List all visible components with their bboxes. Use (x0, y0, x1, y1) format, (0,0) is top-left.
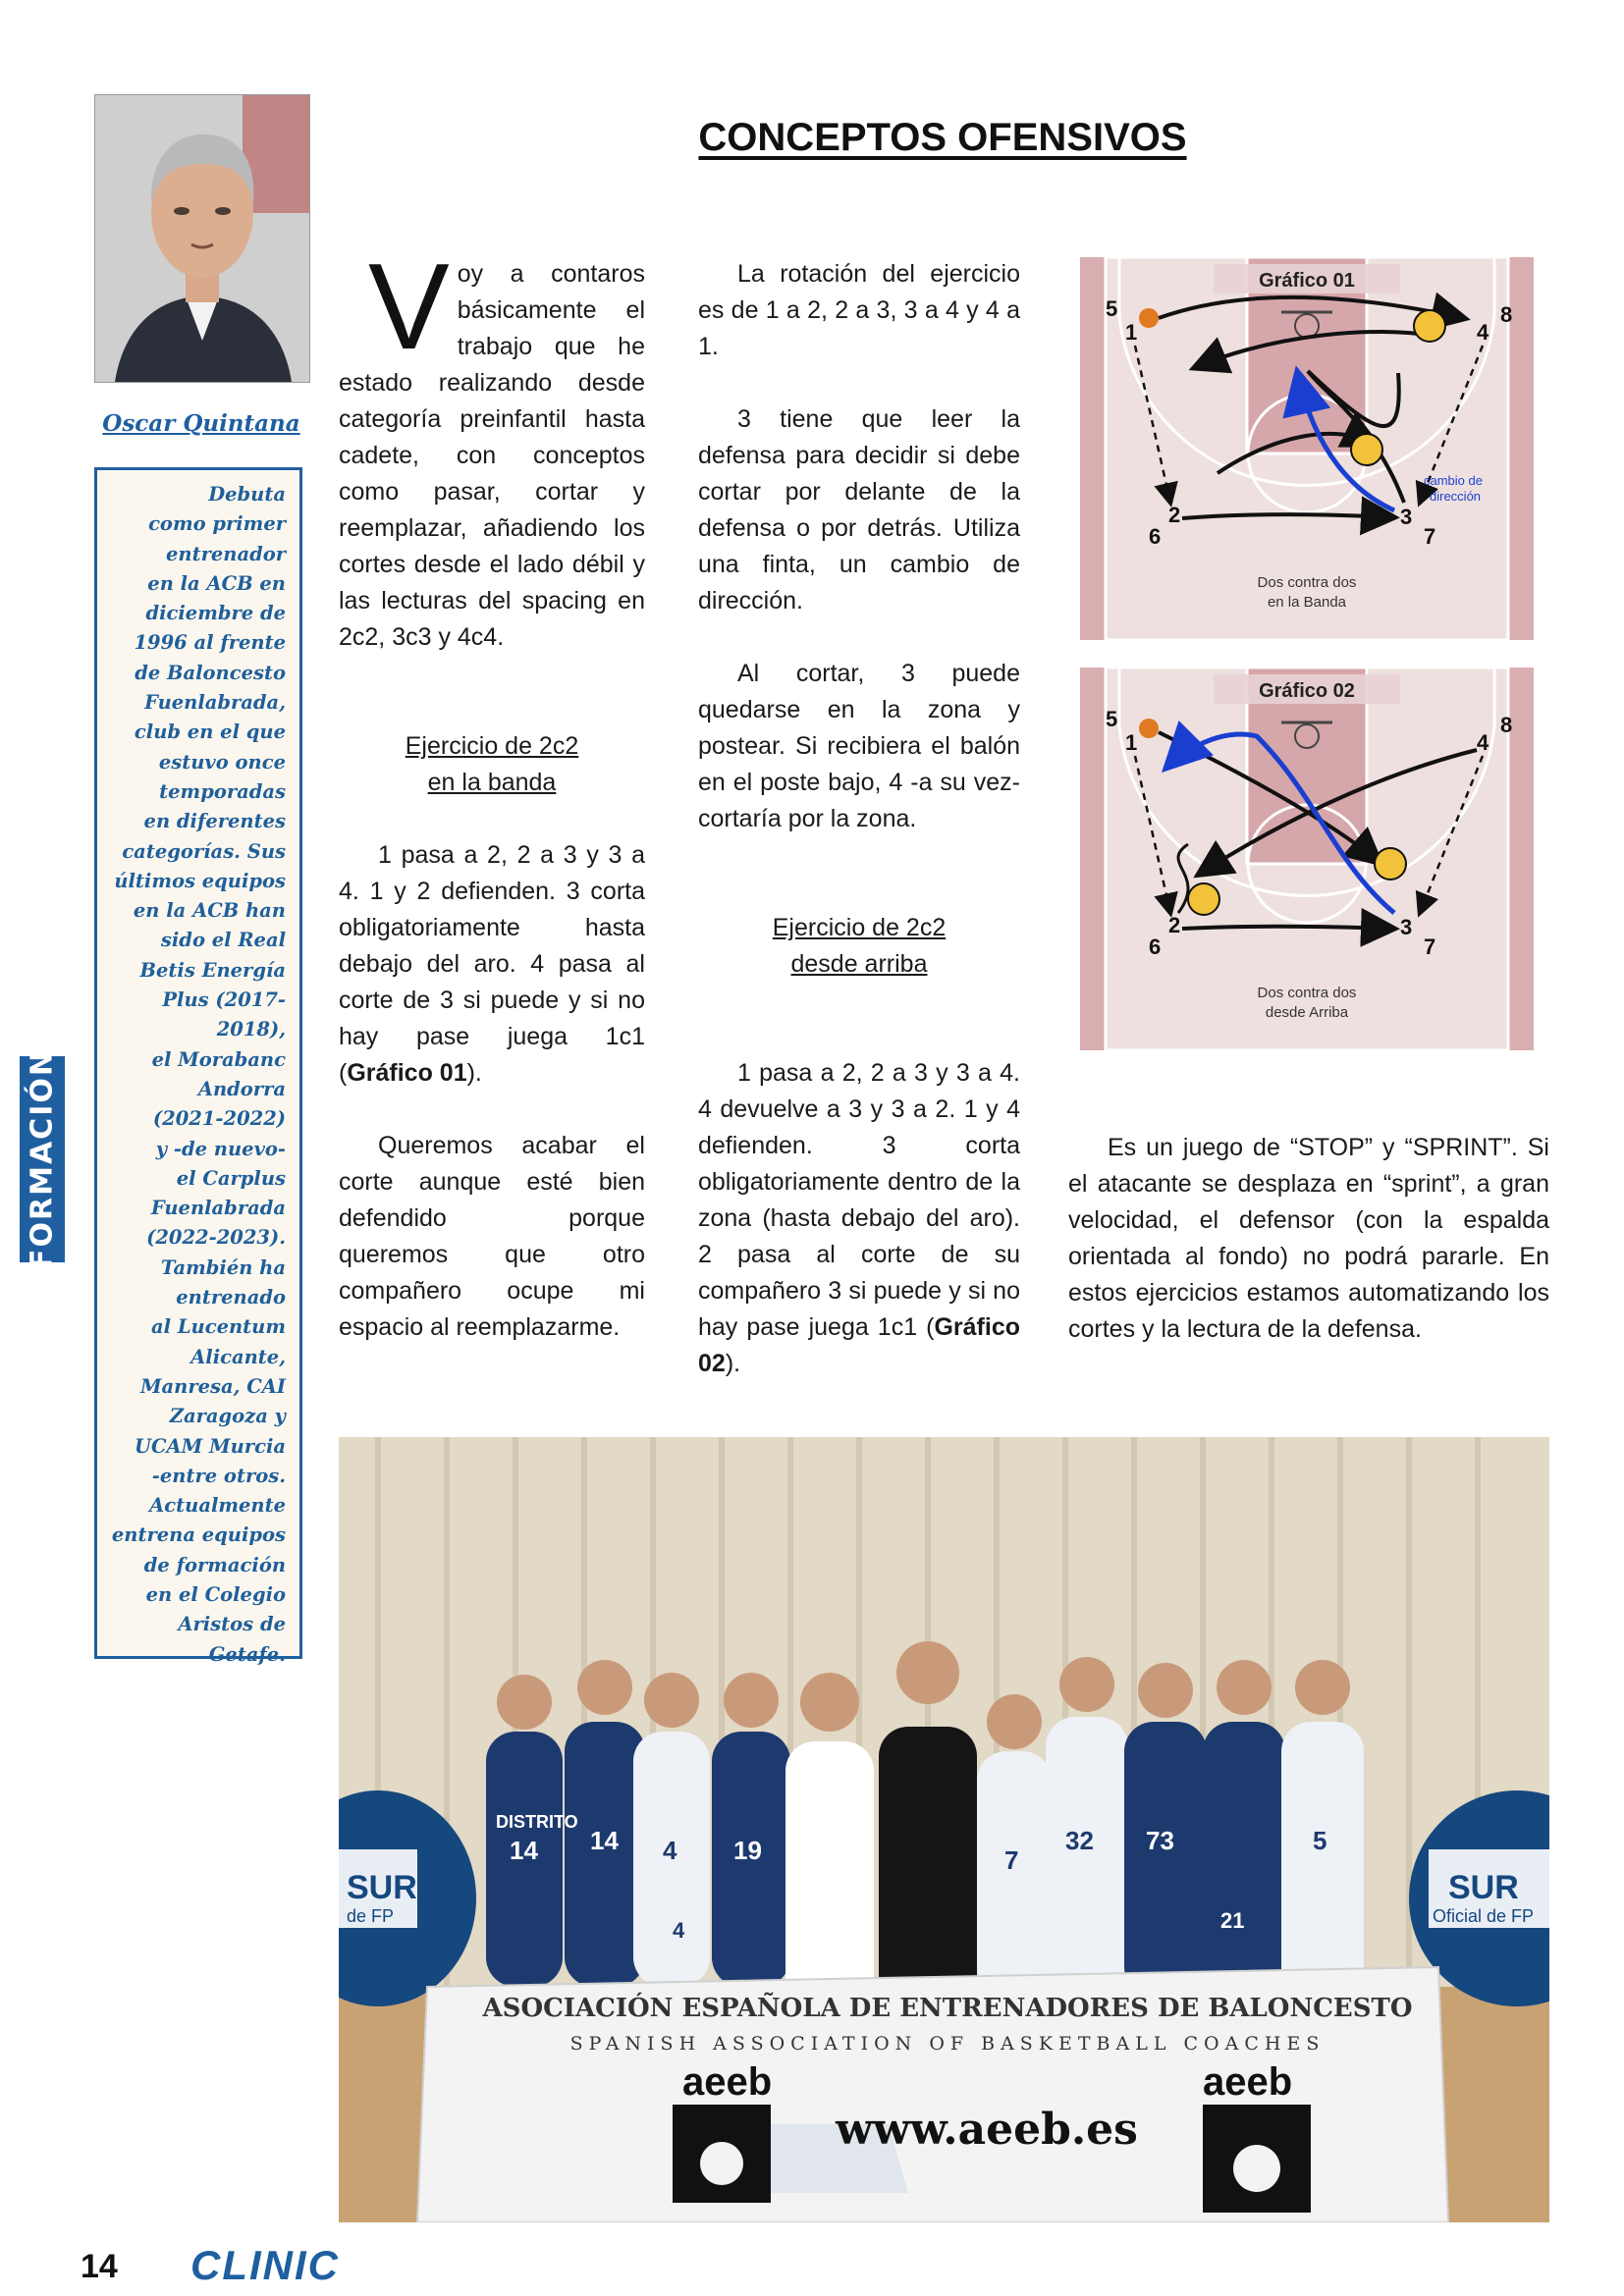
defender-icon (1188, 883, 1219, 915)
jersey-number: 32 (1065, 1826, 1094, 1855)
jersey-number: 14 (590, 1826, 619, 1855)
exercise-1-text: 1 pasa a 2, 2 a 3 y 3 a 4. 1 y 2 defienden. 3 corta obligatoriamente hasta debajo del aro. 4 pasa al corte de 3 si puede y si no hay pase juega 1c1 ( (339, 841, 645, 1087)
sign-left-subtext: de FP (347, 1906, 395, 1926)
exercise-2-heading-line-2: desde arriba (790, 950, 928, 978)
rotation-paragraph: La rotación del ejercicio es de 1 a 2, 2 a 3, 3 a 4 y 4 a 1. (698, 260, 1020, 360)
exercise-1-paragraph (339, 837, 645, 1092)
aeeb-logo-left: aeeb (682, 2060, 773, 2104)
team-photo (339, 1437, 1549, 2222)
exercise-2-end: ). (725, 1350, 741, 1377)
magazine-logo: CLINIC (190, 2242, 340, 2288)
sign-right-text: SUR (1448, 1869, 1519, 1906)
diagram-1-caption-2: en la Banda (1267, 594, 1347, 611)
jersey-number: 4 (673, 1918, 685, 1943)
jersey-number: 5 (1313, 1826, 1327, 1855)
diagram-2-player-3: 3 (1400, 915, 1413, 939)
ball-icon (1139, 308, 1159, 328)
diagram-2-title: Gráfico 02 (1259, 680, 1355, 702)
stop-sprint-paragraph: Es un juego de “STOP” y “SPRINT”. Si el atacante se desplaza en “sprint”, a gran velocidad, el defensor (con la espalda orientada al fondo) no podrá pararle. En estos ejercicios estamos automatizando los cortes y la lectura de la defensa. (1068, 1134, 1549, 1343)
diagram-2-player-2: 2 (1168, 913, 1181, 937)
author-bio-box (94, 467, 302, 1666)
diagram-2-player-6: 6 (1149, 934, 1162, 959)
exercise-1-figure-ref: Gráfico 01 (347, 1059, 467, 1087)
court-diagram-1 (1080, 257, 1534, 640)
diagram-2-caption-2: desde Arriba (1265, 1004, 1349, 1021)
diagram-1-player-6: 6 (1149, 524, 1162, 549)
diagram-1-player-8: 8 (1500, 302, 1513, 327)
intro-text: oy a contaros básicamente el trabajo que he estado realizando desde categoría preinfantil hasta cadete, con conceptos como pasar, cortar y reemplazar, añadiendo los cortes desde el lado débil y las lecturas del spacing en 2c2, 3c3 y 4c4. (339, 260, 645, 651)
exercise-1-heading-line-2: en la banda (427, 769, 557, 796)
section-label: FORMACIÓN (25, 1049, 60, 1269)
author-portrait-illustration (95, 95, 309, 382)
intro-paragraph (339, 240, 645, 656)
diagram-2-player-1: 1 (1125, 730, 1138, 755)
section-tab (20, 1049, 65, 1269)
jersey-number: 14 (510, 1836, 538, 1865)
diagram-1-title: Gráfico 01 (1259, 270, 1355, 292)
diagram-2-player-4: 4 (1477, 730, 1489, 755)
article-column-1 (339, 240, 645, 1346)
exercise-2-figure-ref: Gráfico 02 (698, 1313, 1020, 1377)
article-column-2 (698, 256, 1020, 1382)
page-number: 14 (81, 2248, 118, 2285)
article-column-3 (1068, 1130, 1549, 1348)
diagram-2-caption-1: Dos contra dos (1257, 985, 1357, 1001)
banner-title: ASOCIACIÓN ESPAÑOLA DE ENTRENADORES DE BALONCESTO (482, 1994, 1413, 2023)
exercise-1-heading-line-1: Ejercicio de 2c2 (405, 732, 579, 760)
post-up-paragraph: Al cortar, 3 puede quedarse en la zona y postear. Si recibiera el balón en el poste bajo, 4 -a su vez- cortaría por la zona. (698, 660, 1020, 832)
author-bio: Debuta como primer entrenador en la ACB en diciembre de 1996 al frente de Baloncesto Fuenlabrada, club en el que estuvo once temporadas en diferentes categorías. Sus últimos equipos en la ACB han sido el Real Betis Energía Plus (2017-2018), el Morabanc Andorra (2021-2022) y -de nuevo- el Carplus Fuenlabrada (2022-2023). También ha entrenado al Lucentum Alicante, Manresa, CAI Zaragoza y UCAM Murcia -entre otros. Actualmente entrena equipos de formación en el Colegio Aristos de Getafe. (111, 483, 286, 1666)
defender-icon (1414, 310, 1445, 342)
diagram-1-caption-1: Dos contra dos (1257, 574, 1357, 591)
jersey-number: 19 (733, 1836, 762, 1865)
defender-icon (1375, 848, 1406, 880)
jersey-text: DISTRITO (496, 1812, 578, 1832)
ball-icon (1139, 719, 1159, 738)
exercise-1-end: ). (466, 1059, 482, 1087)
jersey-number: 73 (1146, 1826, 1174, 1855)
page-title: CONCEPTOS OFENSIVOS (698, 116, 1187, 159)
aeeb-logo-right: aeeb (1203, 2060, 1293, 2104)
direction-change-note-2: dirección (1430, 489, 1482, 504)
diagram-2 (1080, 667, 1534, 1050)
jersey-number: 7 (1004, 1845, 1019, 1875)
banner-url: www.aeeb.es (836, 2105, 1138, 2155)
jersey-number: 21 (1220, 1908, 1245, 1933)
diagram-1-player-7: 7 (1424, 524, 1436, 549)
read-defense-paragraph: 3 tiene que leer la defensa para decidir si debe cortar por delante de la defensa o por detrás. Utiliza una finta, un cambio de dirección. (698, 405, 1020, 614)
team-photo-illustration (339, 1437, 1549, 2222)
diagram-2-player-5: 5 (1106, 707, 1118, 731)
sign-right-subtext: Oficial de FP (1433, 1906, 1535, 1926)
author-photo (94, 94, 310, 383)
exercise-2-heading-line-1: Ejercicio de 2c2 (772, 914, 947, 941)
diagram-1-player-2: 2 (1168, 503, 1181, 527)
queremos-paragraph: Queremos acabar el corte aunque esté bien defendido porque queremos que otro compañero ocupe mi espacio al reemplazarme. (339, 1132, 645, 1341)
exercise-2-text: 1 pasa a 2, 2 a 3 y 3 a 4. 4 devuelve a 3 y 3 a 2. 1 y 4 defienden. 3 corta obligatoriamente dentro de la zona (hasta debajo del aro). 2 pasa al corte de su compañero 3 si puede y si no hay pase juega 1c1 ( (698, 1059, 1020, 1341)
direction-change-note-1: cambio de (1424, 473, 1483, 488)
author-name: Oscar Quintana (102, 410, 300, 437)
drop-cap: V (368, 240, 450, 375)
diagram-2-player-7: 7 (1424, 934, 1436, 959)
defender-icon (1351, 434, 1382, 465)
sign-left-text: SUR (347, 1869, 417, 1906)
jersey-number: 4 (663, 1836, 677, 1865)
diagram-1-player-3: 3 (1400, 505, 1413, 529)
diagram-2-player-8: 8 (1500, 713, 1513, 737)
diagram-1 (1080, 257, 1534, 640)
court-diagram-2 (1080, 667, 1534, 1050)
diagram-1-player-1: 1 (1125, 320, 1138, 345)
banner-subtitle: SPANISH ASSOCIATION OF BASKETBALL COACHES (569, 2033, 1326, 2055)
diagram-1-player-4: 4 (1477, 320, 1489, 345)
diagram-1-player-5: 5 (1106, 296, 1118, 321)
exercise-2-paragraph (698, 1055, 1020, 1382)
